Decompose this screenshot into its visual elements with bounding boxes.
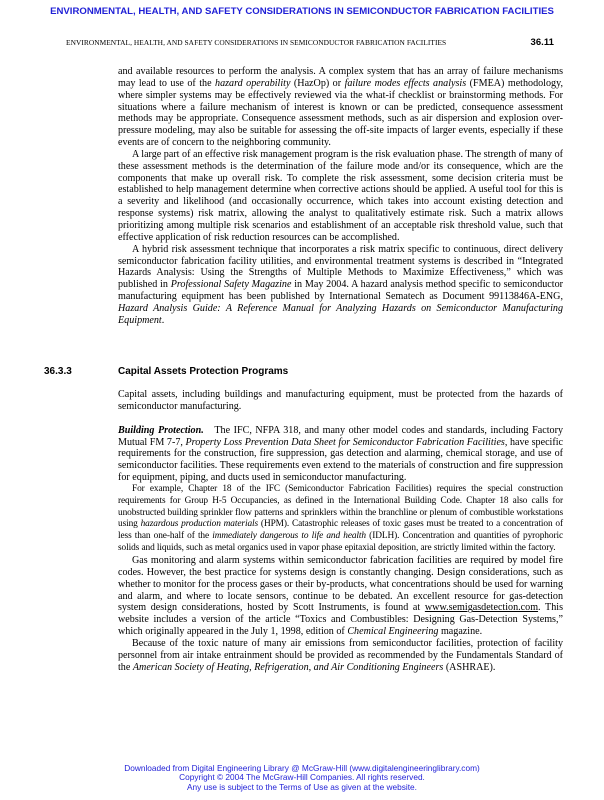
- body-block-2: [118, 389, 563, 673]
- body-block-1: [118, 66, 563, 327]
- text-run: Gas monitoring and alarm systems within semiconductor fabrication facilities are required by model fire codes. However, the best practice for systems design is constantly changing. Design considerations, such as whether to monitor for the process gases or their by-products, what concentrations should be used for warning and alarm, and where to locate sensors, continue to be debated. An excellent resource for gas-detection system design considerations, hosted by Scott Instruments, is found at: [118, 554, 563, 614]
- website-link[interactable]: www.semigasdetection.com: [424, 602, 539, 614]
- top-banner: ENVIRONMENTAL, HEALTH, AND SAFETY CONSIDERATIONS IN SEMICONDUCTOR FABRICATION FACILITIES: [50, 6, 554, 17]
- text-run: (HPM). Catastrophic releases of toxic gases must be treated to a concentration of less than one-half of the: [118, 519, 564, 542]
- section-number: 36.3.3: [44, 366, 72, 377]
- paragraph-ifc-chapter-18: [118, 484, 563, 555]
- footer-terms: Any use is subject to the Terms of Use as given at the website.: [187, 781, 417, 792]
- paragraph-analysis-methods: [118, 66, 563, 149]
- text-run: (FMEA) methodology, where simpler systems may be effectively reviewed via the what-if checklist or brainstorming methods. For situations where a failure mechanism of interest is known or can be predicted, consequence assessment methods may be appropriate. Consequence assessment methods, such as air dispersion and explosion over-pressure modeling, may also be suitable for assessing the off-site impacts of larger events, especially if these events are of concern to the neighboring community.: [118, 77, 563, 149]
- term-idlh: immediately dangerous to life and health: [212, 531, 366, 542]
- paragraph-intro: Capital assets, including buildings and manufacturing equipment, must be protected from the hazards of semiconductor manufacturing.: [118, 389, 563, 412]
- footer-download-notice[interactable]: Downloaded from Digital Engineering Library @ McGraw-Hill (www.digitalengineeringlibrary.com): [124, 763, 480, 773]
- text-run: A hybrid risk assessment technique that incorporates a risk matrix specific to continuous, direct delivery semiconductor fabrication facility utilities, and environmental treatment systems is described in “Integrated Hazards Analysis: Using the Strengths of Multiple Methods to Maximize Effectiveness,” which was published in: [118, 243, 563, 291]
- paragraph-hybrid-technique: [118, 244, 563, 327]
- text-run: (ASHRAE).: [443, 661, 496, 673]
- term-fmea: failure modes effects analysis: [344, 77, 467, 89]
- text-run: in May 2004. A hazard analysis method specific to semiconductor manufacturing equipment has been published by International Sematech as Document 99113846A-ENG,: [118, 279, 563, 303]
- term-hazop: hazard operability: [215, 77, 291, 89]
- text-run: The IFC, NFPA 318, and many other model codes and standards, including Factory Mutual FM 7-7,: [118, 424, 563, 448]
- term-hpm: hazardous production materials: [140, 519, 259, 530]
- text-run: , have specific requirements for the construction, fire suppression, gas detection and alarming, chemical storage, and use of semiconductor facilities. These requirements even extend to the materials of construction and fire suppression for equipment, piping, and ducts used in semiconductor manufacturing.: [118, 436, 563, 484]
- text-run: magazine.: [438, 626, 483, 638]
- section-heading: [44, 366, 288, 377]
- organization-name: American Society of Heating, Refrigeration, and Air Conditioning Engineers: [132, 661, 444, 673]
- text-run: and available resources to perform the analysis. A complex system that has an array of failure mechanisms may lead to use of the: [118, 66, 563, 89]
- publication-title: Hazard Analysis Guide: A Reference Manual for Analyzing Hazards on Semiconductor Manufacturing Equipment: [118, 302, 563, 326]
- text-run: (HazOp) or: [290, 77, 345, 89]
- text-run: .: [161, 314, 165, 326]
- text-run: Because of the toxic nature of many air emissions from semiconductor facilities, protection of facility personnel from air intake entrainment should be provided as recommended by the Fundamentals Standard of the: [118, 637, 563, 673]
- text-run: For example, Chapter 18 of the IFC (Semiconductor Fabrication Facilities) requires the special construction requirements for Group H-5 Occupancies, as defined in the International Building Code. Chapter 18 also calls for unobstructed building sprinkler flow patterns and sprinklers within the branchline or plenum of combustible workstations using: [118, 483, 563, 530]
- publication-title: Property Loss Prevention Data Sheet for Semiconductor Fabrication Facilities: [185, 436, 505, 448]
- publication-title: Professional Safety Magazine: [170, 279, 292, 291]
- run-in-heading: Building Protection.: [118, 424, 204, 436]
- footer-copyright: Copyright © 2004 The McGraw-Hill Companies. All rights reserved.: [179, 772, 425, 783]
- paragraph-toxic-emissions: [118, 638, 563, 674]
- paragraph-building-protection: [118, 425, 563, 484]
- download-footer: [0, 764, 604, 792]
- text-run: . This website includes a version of the article “Toxics and Combustibles: Designing Gas-Detection Systems,” which originally appeared in the July 1, 1998, edition of: [118, 602, 564, 638]
- page-number: 36.11: [530, 37, 554, 48]
- text-run: (IDLH). Concentration and quantities of pyrophoric solids and liquids, such as metal organics used in vapor phase epitaxial deposition, are strictly limited within the factory.: [118, 531, 563, 554]
- running-head: [66, 38, 554, 47]
- paragraph-risk-evaluation: A large part of an effective risk management program is the risk evaluation phase. The strength of many of these assessment methods is the determination of the failure mode and/or its consequence, which are the components that make up overall risk. To complete the risk assessment, some decision criteria must be established to help management determine when corrective actions should be applied. A useful tool for this is a severity and likelihood (and occasionally occurrence, which takes into account existing detection and response systems) risk matrix, allowing the analyst to qualitatively estimate risk. Such a matrix allows prioritizing among multiple risk scenarios and establishment of an acceptable risk threshold value, such that effective application of risk reduction resources can be accomplished.: [118, 148, 563, 243]
- magazine-title: Chemical Engineering: [347, 626, 439, 638]
- section-title: Capital Assets Protection Programs: [118, 366, 289, 377]
- paragraph-gas-monitoring: [118, 555, 563, 638]
- running-head-title: ENVIRONMENTAL, HEALTH, AND SAFETY CONSIDERATIONS IN SEMICONDUCTOR FABRICATION FACILITIES: [66, 38, 447, 47]
